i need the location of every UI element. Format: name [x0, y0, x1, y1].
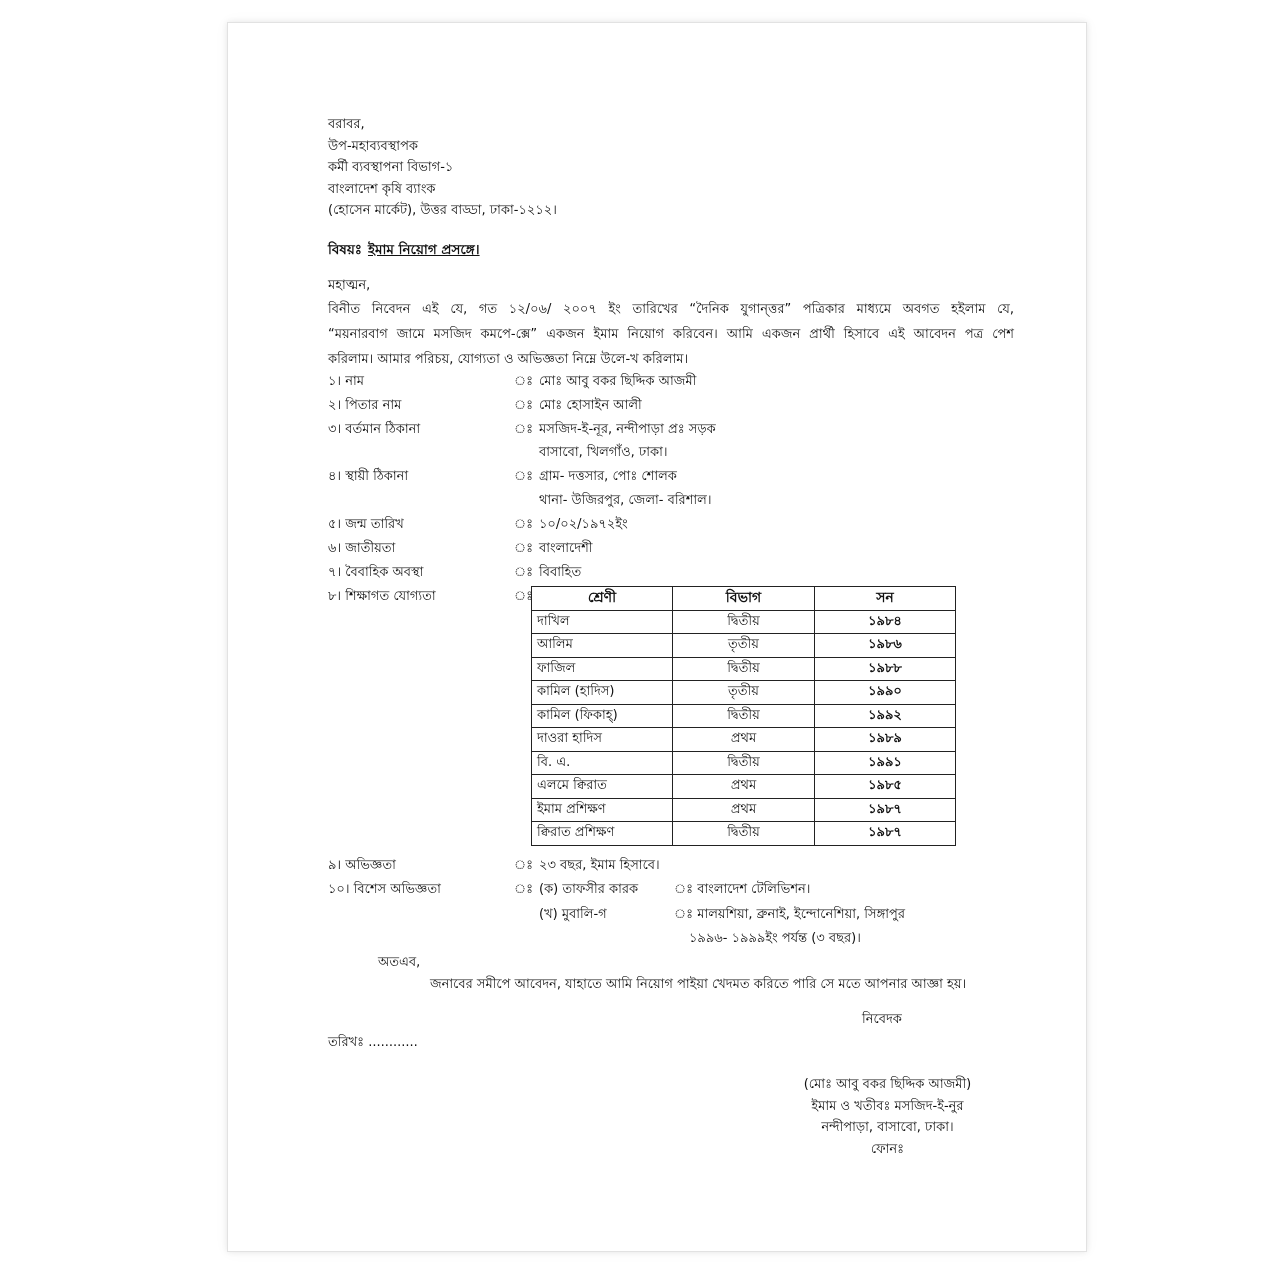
item-colon: ঃ	[514, 422, 534, 437]
item-colon: ঃ	[514, 589, 534, 604]
table-row	[532, 681, 956, 705]
degree-cell: এলমে ক্বিরাত	[532, 775, 673, 799]
item-colon: ঃ	[514, 398, 534, 413]
table-row	[532, 822, 956, 846]
item-label: ৮। শিক্ষাগত যোগ্যতা	[328, 589, 436, 604]
body-line: বিনীত নিবেদন এই যে, গত ১২/০৬/ ২০০৭ ইং তারিখের “দৈনিক যুগান্ত্তর” পত্রিকার মাধ্যমে অবগত হইলাম যে,	[328, 302, 1014, 317]
item-value: বিবাহিত	[539, 565, 582, 580]
division-cell: প্রথম	[673, 775, 815, 799]
table-row	[532, 751, 956, 775]
item-label: ৬। জাতীয়তা	[328, 541, 396, 556]
year-cell: ১৯৮৪	[815, 610, 956, 634]
division-cell: দ্বিতীয়	[673, 822, 815, 846]
year-cell: ১৯৯১	[815, 751, 956, 775]
year-cell: ১৯৮৬	[815, 634, 956, 658]
item-label: ৭। বৈবাহিক অবস্থা	[328, 565, 424, 580]
degree-cell: দাখিল	[532, 610, 673, 634]
item-value: বাংলাদেশী	[539, 541, 593, 556]
year-cell: ১৯৯২	[815, 704, 956, 728]
special-experience-detail: ঃ বাংলাদেশ টেলিভিশন।	[674, 882, 811, 897]
year-cell: ১৯৮৭	[815, 822, 956, 846]
subject-text: ইমাম নিয়োগ প্রসঙ্গে।	[367, 242, 480, 258]
signature-line: (মোঃ আবু বকর ছিদ্দিক আজমী)	[803, 1077, 972, 1092]
closing-yours: নিবেদক	[862, 1012, 902, 1027]
division-cell: প্রথম	[673, 798, 815, 822]
item-label: ৪। স্থায়ী ঠিকানা	[328, 469, 409, 484]
special-experience-role: (ক) তাফসীর কারক	[539, 882, 639, 897]
table-row	[532, 704, 956, 728]
signature-line: নন্দীপাড়া, বাসাবো, ঢাকা।	[821, 1120, 954, 1135]
division-cell: তৃতীয়	[673, 634, 815, 658]
closing-request: জনাবের সমীপে আবেদন, যাহাতে আমি নিয়োগ পাইয়া খেদমত করিতে পারি সে মতে আপনার আজ্ঞা হয়।	[430, 977, 967, 992]
column-header: শ্রেণী	[532, 587, 673, 611]
item-colon: ঃ	[514, 882, 534, 897]
closing-therefore: অতএব,	[378, 955, 421, 970]
year-cell: ১৯৮৯	[815, 728, 956, 752]
special-experience-period: ১৯৯৬- ১৯৯৯ইং পর্যন্ত (৩ বছর)।	[689, 931, 861, 946]
recipient-line: কর্মী ব্যবস্থাপনা বিভাগ-১	[328, 160, 454, 175]
body-line: করিলাম। আমার পরিচয়, যোগ্যতা ও অভিজ্ঞতা নিম্নে উলে-খ করিলাম।	[328, 352, 689, 367]
signature-line: ফোনঃ	[870, 1141, 905, 1157]
item-value: ১০/০২/১৯৭২ইং	[539, 517, 628, 532]
division-cell: তৃতীয়	[673, 681, 815, 705]
item-label: ১০। বিশেস অভিজ্ঞতা	[328, 882, 441, 897]
subject-line	[328, 241, 480, 259]
special-experience-detail: ঃ মালয়শিয়া, ব্রুনাই, ইন্দোনেশিয়া, সিঙ্গাপুর	[674, 907, 905, 922]
item-value: থানা- উজিরপুর, জেলা- বরিশাল।	[539, 493, 712, 508]
division-cell: দ্বিতীয়	[673, 704, 815, 728]
item-value: মোঃ হোসাইন আলী	[539, 398, 642, 413]
degree-cell: আলিম	[532, 634, 673, 658]
item-colon: ঃ	[514, 374, 534, 389]
table-row	[532, 634, 956, 658]
table-row	[532, 728, 956, 752]
degree-cell: ক্বিরাত প্রশিক্ষণ	[532, 822, 673, 846]
item-value: মসজিদ-ই-নূর, নন্দীপাড়া প্রঃ সড়ক	[539, 422, 716, 437]
item-colon: ঃ	[514, 541, 534, 556]
body-line: “ময়নারবাগ জামে মসজিদ কমপে-ক্সে” একজন ইমাম নিয়োগ করিবেন। আমি একজন প্রার্থী হিসাবে এই আবেদন পত্র পেশ	[328, 327, 1014, 342]
item-label: ২। পিতার নাম	[328, 398, 402, 413]
column-header: বিভাগ	[673, 587, 815, 611]
division-cell: দ্বিতীয়	[673, 751, 815, 775]
table-row	[532, 657, 956, 681]
date-field: তরিখঃ ............	[328, 1035, 418, 1050]
table-row	[532, 610, 956, 634]
signature-block	[780, 1074, 995, 1160]
item-label: ৩। বর্তমান ঠিকানা	[328, 422, 421, 437]
item-value: মোঃ আবু বকর ছিদ্দিক আজমী	[539, 374, 697, 389]
degree-cell: বি. এ.	[532, 751, 673, 775]
signature-line: ইমাম ও খতীবঃ মসজিদ-ই-নুর	[811, 1098, 964, 1114]
item-label: ৯। অভিজ্ঞতা	[328, 858, 396, 873]
year-cell: ১৯৮৫	[815, 775, 956, 799]
item-value: গ্রাম- দত্তসার, পোঃ শোলক	[539, 469, 677, 484]
division-cell: দ্বিতীয়	[673, 657, 815, 681]
year-cell: ১৯৮৭	[815, 798, 956, 822]
item-colon: ঃ	[514, 858, 534, 873]
degree-cell: কামিল (হাদিস)	[532, 681, 673, 705]
degree-cell: কামিল (ফিকাহ্)	[532, 704, 673, 728]
item-label: ১। নাম	[328, 374, 364, 389]
recipient-line: বাংলাদেশ কৃষি ব্যাংক	[328, 181, 436, 197]
year-cell: ১৯৮৮	[815, 657, 956, 681]
table-header-row	[532, 587, 956, 611]
division-cell: দ্বিতীয়	[673, 610, 815, 634]
recipient-line: (হোসেন মার্কেট), উত্তর বাড্ডা, ঢাকা-১২১২।	[328, 203, 557, 218]
degree-cell: ইমাম প্রশিক্ষণ	[532, 798, 673, 822]
degree-cell: ফাজিল	[532, 657, 673, 681]
item-value: ২৩ বছর, ইমাম হিসাবে।	[539, 858, 660, 873]
salutation: মহাত্মন,	[328, 278, 371, 293]
table-row	[532, 798, 956, 822]
degree-cell: দাওরা হাদিস	[532, 728, 673, 752]
recipient-line: উপ-মহাব্যবস্থাপক	[328, 138, 418, 154]
subject-label: বিষয়ঃ	[328, 242, 362, 258]
item-colon: ঃ	[514, 469, 534, 484]
special-experience-role: (খ) মুবালি-গ	[539, 907, 607, 922]
column-header: সন	[815, 587, 956, 611]
item-colon: ঃ	[514, 517, 534, 532]
body-paragraph	[328, 297, 1014, 372]
division-cell: প্রথম	[673, 728, 815, 752]
table-row	[532, 775, 956, 799]
item-colon: ঃ	[514, 565, 534, 580]
recipient-address	[328, 114, 557, 222]
item-value: বাসাবো, খিলগাঁও, ঢাকা।	[539, 445, 668, 460]
recipient-line: বরাবর,	[328, 117, 365, 132]
education-table	[531, 586, 956, 846]
item-label: ৫। জন্ম তারিখ	[328, 517, 404, 532]
year-cell: ১৯৯০	[815, 681, 956, 705]
